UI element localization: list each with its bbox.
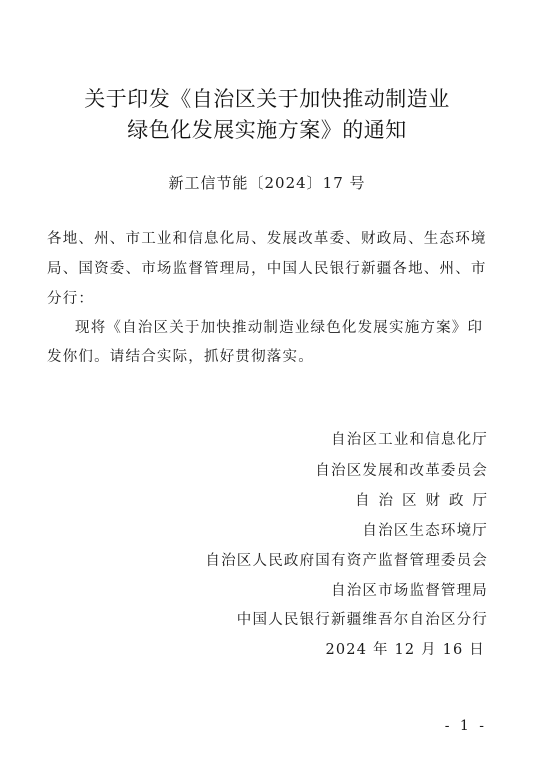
document-title-line-2: 绿色化发展实施方案》的通知 <box>127 118 407 142</box>
document-title-line-1: 关于印发《自治区关于加快推动制造业 <box>84 87 450 111</box>
body-paragraph-line-1: 现将《自治区关于加快推动制造业绿色化发展实施方案》印 <box>75 320 484 336</box>
document-number: 新工信节能〔2024〕17 号 <box>168 174 366 192</box>
signatory-finance-department: 自治区财政厅 <box>355 493 496 509</box>
signatory-ecology-environment-department: 自治区生态环境厅 <box>362 523 488 539</box>
signatory-peoples-bank-branch: 中国人民银行新疆维吾尔自治区分行 <box>236 612 488 628</box>
recipients-line-3: 分行： <box>47 291 95 307</box>
page-number: - 1 - <box>444 718 487 734</box>
recipients-line-2: 局、国资委、市场监督管理局，中国人民银行新疆各地、州、市 <box>47 261 487 277</box>
recipients-line-1: 各地、州、市工业和信息化局、发展改革委、财政局、生态环境 <box>47 231 487 247</box>
signatory-industry-it-department: 自治区工业和信息化厅 <box>331 432 488 448</box>
signatory-market-regulation-bureau: 自治区市场监督管理局 <box>331 583 488 599</box>
body-paragraph-line-2: 发你们。请结合实际，抓好贯彻落实。 <box>47 349 314 365</box>
document-date: 2024 年 12 月 16 日 <box>325 642 485 658</box>
signatory-development-reform-commission: 自治区发展和改革委员会 <box>315 463 488 479</box>
signatory-state-assets-commission: 自治区人民政府国有资产监督管理委员会 <box>205 553 488 569</box>
